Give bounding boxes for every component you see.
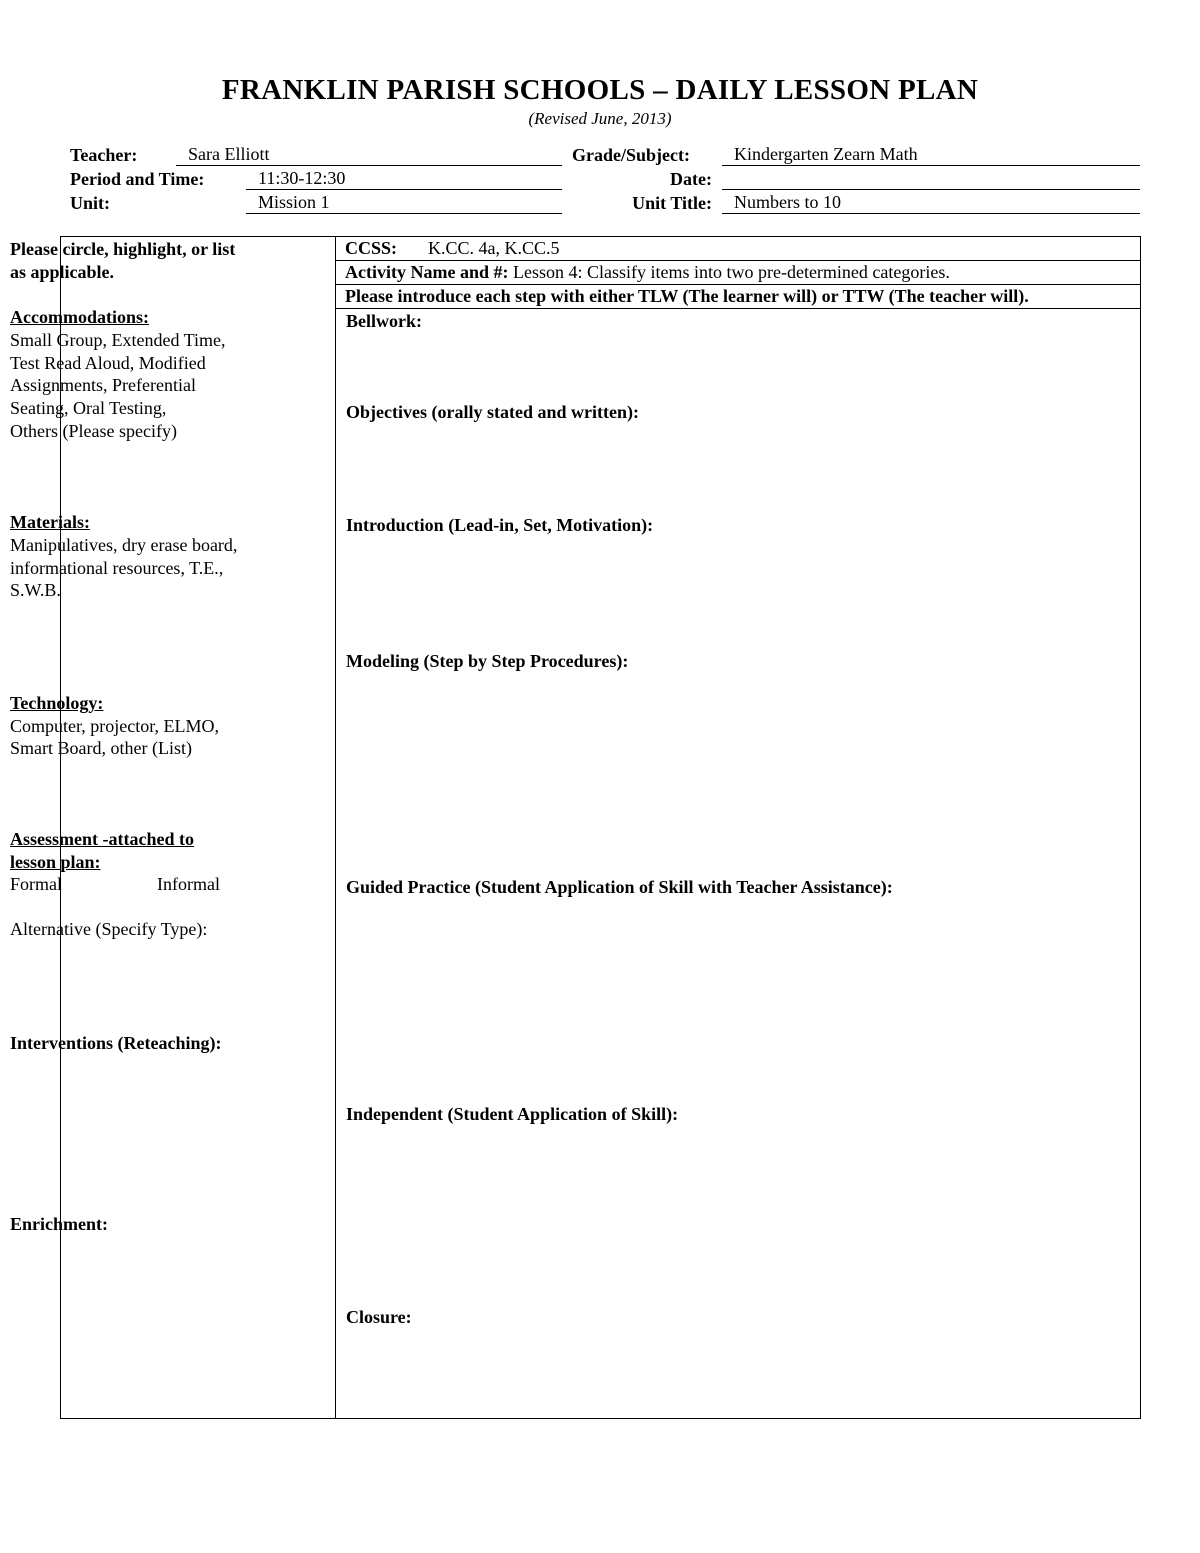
- accommodations-heading: Accommodations:: [10, 307, 149, 327]
- teacher-field[interactable]: Sara Elliott: [176, 143, 562, 166]
- teacher-label: Teacher:: [70, 145, 138, 165]
- accommodations-line: Small Group, Extended Time,: [10, 330, 226, 350]
- objectives-heading: Objectives (orally stated and written):: [346, 402, 639, 422]
- modeling-heading: Modeling (Step by Step Procedures):: [346, 651, 629, 671]
- ccss-value[interactable]: K.CC. 4a, K.CC.5: [428, 238, 560, 258]
- instruction-row: Please introduce each step with either TLW (The learner will) or TTW (The teacher will).: [336, 284, 1141, 308]
- date-label: Date:: [670, 169, 712, 189]
- assessment-informal-option[interactable]: Informal: [157, 874, 220, 894]
- interventions-heading: Interventions (Reteaching):: [10, 1033, 222, 1053]
- period-time-field[interactable]: 11:30-12:30: [246, 167, 562, 190]
- grade-subject-field[interactable]: Kindergarten Zearn Math: [722, 143, 1140, 166]
- materials-line: S.W.B.: [10, 580, 61, 600]
- date-field[interactable]: [722, 167, 1140, 190]
- materials-line: Manipulatives, dry erase board,: [10, 535, 238, 555]
- accommodations-line: Seating, Oral Testing,: [10, 398, 167, 418]
- guided-practice-heading: Guided Practice (Student Application of Skill with Teacher Assistance):: [346, 877, 893, 897]
- accommodations-line: Others (Please specify): [10, 421, 177, 441]
- unit-title-label: Unit Title:: [632, 193, 712, 213]
- independent-heading: Independent (Student Application of Skill):: [346, 1104, 679, 1124]
- enrichment-heading: Enrichment:: [10, 1214, 108, 1234]
- materials-line: informational resources, T.E.,: [10, 558, 224, 578]
- assessment-formal-option[interactable]: Formal: [10, 874, 62, 894]
- activity-value[interactable]: Lesson 4: Classify items into two pre-determined categories.: [512, 262, 950, 282]
- revision-note: (Revised June, 2013): [528, 109, 672, 128]
- introduction-heading: Introduction (Lead-in, Set, Motivation):: [346, 515, 654, 535]
- technology-line: Computer, projector, ELMO,: [10, 716, 220, 736]
- accommodations-line: Test Read Aloud, Modified: [10, 353, 206, 373]
- period-time-label: Period and Time:: [70, 169, 205, 189]
- activity-row: [336, 260, 1141, 284]
- ccss-row: [336, 236, 1141, 260]
- unit-field[interactable]: Mission 1: [246, 191, 562, 214]
- assessment-heading-line2: lesson plan:: [10, 852, 101, 872]
- unit-title-field[interactable]: Numbers to 10: [722, 191, 1140, 214]
- unit-label: Unit:: [70, 193, 110, 213]
- bellwork-heading: Bellwork:: [346, 311, 422, 331]
- instruction-divider: [336, 308, 1141, 309]
- left-intro-line2: as applicable.: [10, 262, 115, 282]
- technology-line: Smart Board, other (List): [10, 738, 192, 758]
- closure-heading: Closure:: [346, 1307, 412, 1327]
- technology-heading: Technology:: [10, 693, 104, 713]
- activity-label: Activity Name and #:: [345, 262, 509, 282]
- ccss-label: CCSS:: [345, 238, 398, 258]
- assessment-heading: Assessment -attached to: [10, 829, 194, 849]
- assessment-alternative-option[interactable]: Alternative (Specify Type):: [10, 919, 208, 939]
- page-title: FRANKLIN PARISH SCHOOLS – DAILY LESSON PLAN: [221, 74, 979, 106]
- accommodations-line: Assignments, Preferential: [10, 375, 196, 395]
- grade-subject-label: Grade/Subject:: [572, 145, 690, 165]
- left-intro-line1: Please circle, highlight, or list: [10, 239, 236, 259]
- materials-heading: Materials:: [10, 512, 90, 532]
